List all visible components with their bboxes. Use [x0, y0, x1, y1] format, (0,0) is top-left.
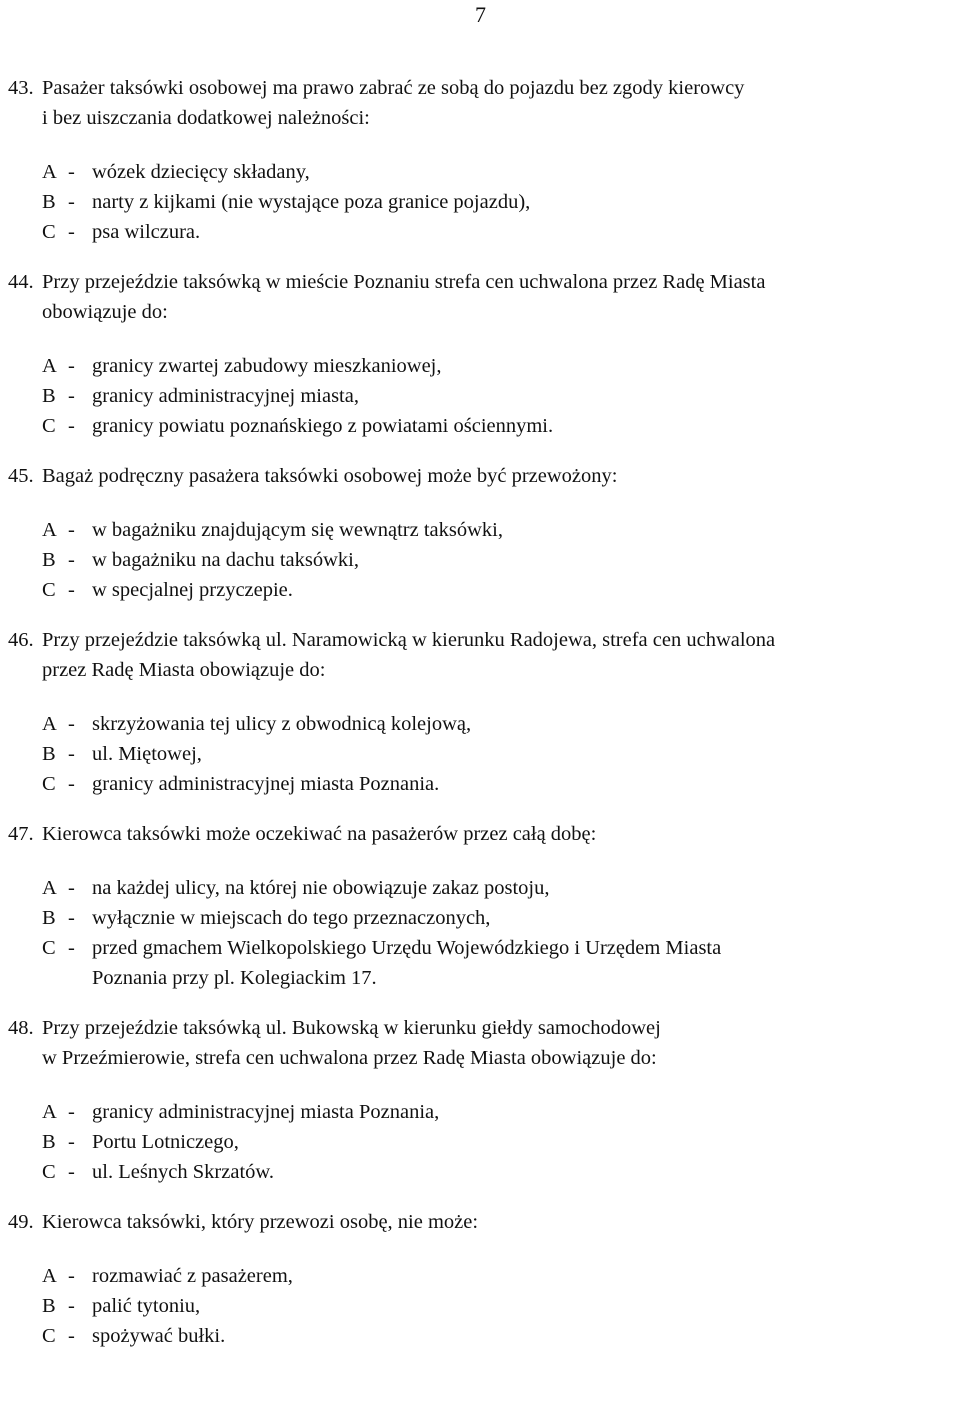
- answer-letter: B: [42, 743, 56, 765]
- question-47: [8, 819, 958, 993]
- question-text: Bagaż podręczny pasażera taksówki osobowej może być przewożony:: [42, 465, 618, 487]
- answer-letter: B: [42, 907, 56, 929]
- answer-a: A - granicy zwartej zabudowy mieszkaniowej,: [8, 351, 958, 381]
- question-number: 49.: [8, 1211, 34, 1233]
- answer-b: B - Portu Lotniczego,: [8, 1127, 958, 1157]
- question-text: Kierowca taksówki, który przewozi osobę, nie może:: [42, 1211, 479, 1233]
- question-text: Kierowca taksówki może oczekiwać na pasażerów przez całą dobę:: [42, 823, 597, 845]
- answer-letter: C: [42, 579, 56, 601]
- answer-list: [8, 1097, 958, 1187]
- answer-letter: B: [42, 1295, 56, 1317]
- answer-letter: C: [42, 1325, 56, 1347]
- answer-text: skrzyżowania tej ulicy z obwodnicą kolejową,: [92, 713, 472, 735]
- question-48: [8, 1013, 958, 1187]
- answer-text: palić tytoniu,: [92, 1295, 201, 1317]
- answer-text: w specjalnej przyczepie.: [92, 579, 293, 601]
- answer-text: w bagażniku na dachu taksówki,: [92, 549, 359, 571]
- answer-letter: B: [42, 1131, 56, 1153]
- answer-text: rozmawiać z pasażerem,: [92, 1265, 293, 1287]
- answer-a: A - rozmawiać z pasażerem,: [8, 1261, 958, 1291]
- answer-c: C - w specjalnej przyczepie.: [8, 575, 958, 605]
- answer-text: ul. Leśnych Skrzatów.: [92, 1161, 274, 1183]
- answer-b: B - granicy administracyjnej miasta,: [8, 381, 958, 411]
- answer-b: B - w bagażniku na dachu taksówki,: [8, 545, 958, 575]
- answer-text: Poznania przy pl. Kolegiackim 17.: [92, 967, 377, 989]
- answer-text: spożywać bułki.: [92, 1325, 226, 1347]
- answer-letter: B: [42, 385, 56, 407]
- answer-b: B - palić tytoniu,: [8, 1291, 958, 1321]
- answer-text: w bagażniku znajdującym się wewnątrz taksówki,: [92, 519, 504, 541]
- answer-text: granicy administracyjnej miasta,: [92, 385, 359, 407]
- answer-b: B - narty z kijkami (nie wystające poza granice pojazdu),: [8, 187, 958, 217]
- answer-letter: A: [42, 519, 57, 541]
- answer-list: [8, 873, 958, 993]
- question-number: 44.: [8, 271, 34, 293]
- question-45: [8, 461, 958, 605]
- question-text: Przy przejeździe taksówką ul. Naramowicką w kierunku Radojewa, strefa cen uchwalona: [42, 629, 776, 651]
- answer-letter: A: [42, 1101, 57, 1123]
- answer-letter: C: [42, 1161, 56, 1183]
- answer-text: granicy administracyjnej miasta Poznania.: [92, 773, 440, 795]
- question-text: i bez uiszczania dodatkowej należności:: [42, 107, 370, 129]
- answer-a: A - skrzyżowania tej ulicy z obwodnicą kolejową,: [8, 709, 958, 739]
- page-number: 7: [475, 2, 486, 27]
- answer-letter: A: [42, 355, 57, 377]
- question-number: 48.: [8, 1017, 34, 1039]
- answer-text: ul. Miętowej,: [92, 743, 202, 765]
- answer-text: na każdej ulicy, na której nie obowiązuje zakaz postoju,: [92, 877, 550, 899]
- answer-c: C - przed gmachem Wielkopolskiego Urzędu Wojewódzkiego i Urzędem Miasta: [8, 933, 958, 963]
- answer-text: Portu Lotniczego,: [92, 1131, 239, 1153]
- question-list: [8, 73, 958, 1371]
- answer-b: B - ul. Miętowej,: [8, 739, 958, 769]
- answer-letter: C: [42, 937, 56, 959]
- question-text: Przy przejeździe taksówką w mieście Poznaniu strefa cen uchwalona przez Radę Miasta: [42, 271, 766, 293]
- answer-c: C - spożywać bułki.: [8, 1321, 958, 1351]
- answer-list: [8, 709, 958, 799]
- question-text: Pasażer taksówki osobowej ma prawo zabrać ze sobą do pojazdu bez zgody kierowcy: [42, 77, 745, 99]
- answer-letter: A: [42, 1265, 57, 1287]
- answer-c: C - granicy administracyjnej miasta Poznania.: [8, 769, 958, 799]
- answer-text: granicy administracyjnej miasta Poznania,: [92, 1101, 440, 1123]
- answer-text: granicy powiatu poznańskiego z powiatami ościennymi.: [92, 415, 554, 437]
- question-43: [8, 73, 958, 247]
- answer-text: narty z kijkami (nie wystające poza granice pojazdu),: [92, 191, 531, 213]
- answer-text: wyłącznie w miejscach do tego przeznaczonych,: [92, 907, 491, 929]
- answer-text: wózek dziecięcy składany,: [92, 161, 310, 183]
- question-46: [8, 625, 958, 799]
- answer-letter: A: [42, 713, 57, 735]
- answer-c-continued: [8, 963, 958, 993]
- question-44: [8, 267, 958, 441]
- answer-c: C - psa wilczura.: [8, 217, 958, 247]
- question-text: w Przeźmierowie, strefa cen uchwalona przez Radę Miasta obowiązuje do:: [42, 1047, 657, 1069]
- question-number: 47.: [8, 823, 34, 845]
- question-number: 46.: [8, 629, 34, 651]
- answer-a: A - w bagażniku znajdującym się wewnątrz taksówki,: [8, 515, 958, 545]
- answer-c: C - granicy powiatu poznańskiego z powiatami ościennymi.: [8, 411, 958, 441]
- question-text: Przy przejeździe taksówką ul. Bukowską w kierunku giełdy samochodowej: [42, 1017, 661, 1039]
- answer-a: A - na każdej ulicy, na której nie obowiązuje zakaz postoju,: [8, 873, 958, 903]
- answer-text: przed gmachem Wielkopolskiego Urzędu Wojewódzkiego i Urzędem Miasta: [92, 937, 722, 959]
- question-text: obowiązuje do:: [42, 301, 168, 323]
- answer-c: C - ul. Leśnych Skrzatów.: [8, 1157, 958, 1187]
- answer-a: A - granicy administracyjnej miasta Poznania,: [8, 1097, 958, 1127]
- answer-letter: C: [42, 773, 56, 795]
- answer-a: A - wózek dziecięcy składany,: [8, 157, 958, 187]
- answer-list: [8, 351, 958, 441]
- question-number: 43.: [8, 77, 34, 99]
- answer-b: B - wyłącznie w miejscach do tego przeznaczonych,: [8, 903, 958, 933]
- answer-list: [8, 157, 958, 247]
- question-text: przez Radę Miasta obowiązuje do:: [42, 659, 326, 681]
- answer-letter: C: [42, 221, 56, 243]
- answer-text: granicy zwartej zabudowy mieszkaniowej,: [92, 355, 442, 377]
- answer-letter: A: [42, 161, 57, 183]
- answer-letter: A: [42, 877, 57, 899]
- answer-letter: B: [42, 549, 56, 571]
- question-49: [8, 1207, 958, 1351]
- question-number: 45.: [8, 465, 34, 487]
- answer-list: [8, 1261, 958, 1351]
- answer-letter: C: [42, 415, 56, 437]
- answer-letter: B: [42, 191, 56, 213]
- answer-list: [8, 515, 958, 605]
- answer-text: psa wilczura.: [92, 221, 201, 243]
